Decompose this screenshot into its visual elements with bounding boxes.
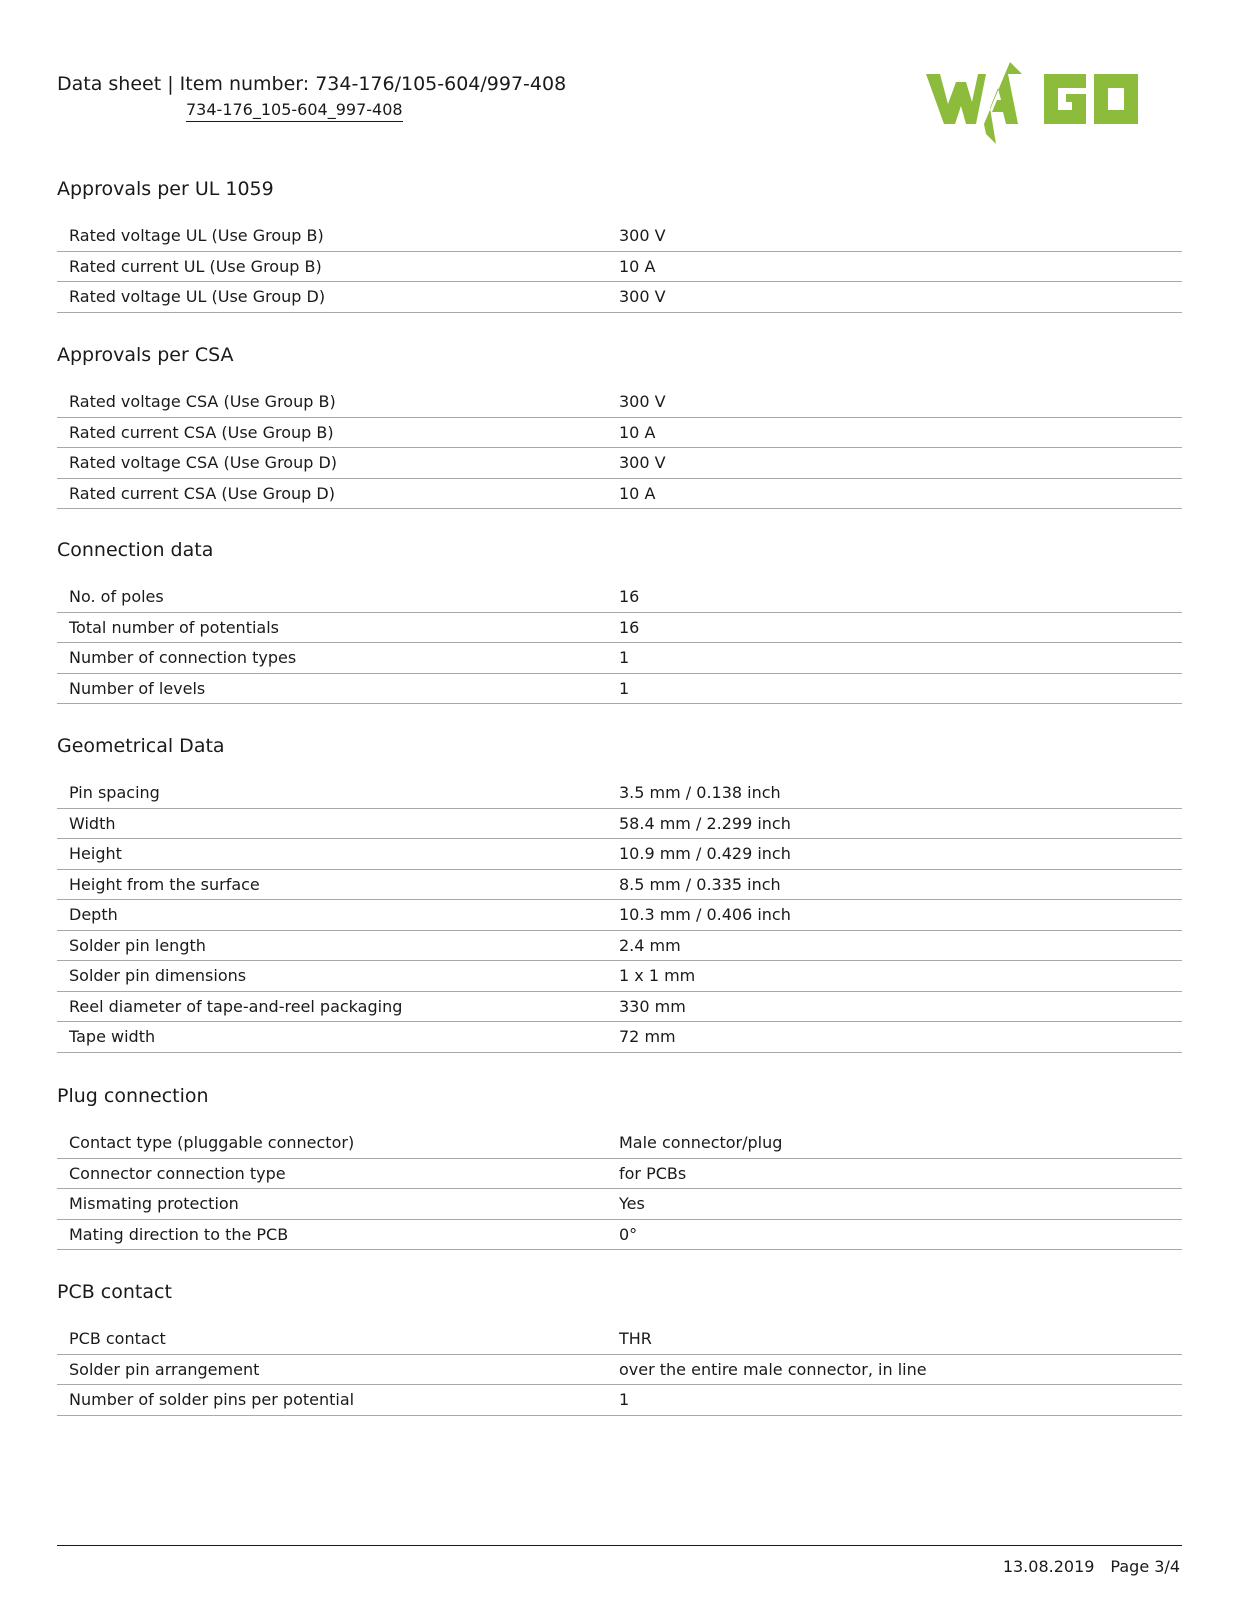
row-value: 2.4 mm bbox=[619, 935, 681, 955]
row-value: Male connector/plug bbox=[619, 1133, 783, 1153]
row-value: 1 bbox=[619, 648, 630, 668]
row-value: 300 V bbox=[619, 287, 666, 307]
row-label: PCB contact bbox=[69, 1329, 166, 1349]
table-row bbox=[57, 992, 1182, 1023]
row-value: 3.5 mm / 0.138 inch bbox=[619, 783, 781, 803]
table-row bbox=[57, 1128, 1182, 1159]
row-value: 8.5 mm / 0.335 inch bbox=[619, 874, 781, 894]
row-value: 330 mm bbox=[619, 996, 686, 1016]
row-value: 10 A bbox=[619, 422, 656, 442]
row-value: 10 A bbox=[619, 256, 656, 276]
table-row bbox=[57, 870, 1182, 901]
row-label: Number of connection types bbox=[69, 648, 297, 668]
table-row bbox=[57, 643, 1182, 674]
row-label: Reel diameter of tape-and-reel packaging bbox=[69, 996, 403, 1016]
row-label: Contact type (pluggable connector) bbox=[69, 1133, 355, 1153]
row-label: Solder pin length bbox=[69, 935, 206, 955]
table-row bbox=[57, 282, 1182, 313]
table-row bbox=[57, 448, 1182, 479]
row-value: 10.9 mm / 0.429 inch bbox=[619, 844, 791, 864]
section-ul-approvals bbox=[57, 177, 1182, 313]
wago-logo bbox=[926, 58, 1180, 144]
row-label: Number of solder pins per potential bbox=[69, 1390, 355, 1410]
row-value: 0° bbox=[619, 1224, 638, 1244]
section-title: Connection data bbox=[57, 539, 214, 561]
row-label: Rated voltage CSA (Use Group D) bbox=[69, 453, 338, 473]
section-geometrical-data bbox=[57, 734, 1182, 1053]
page-number: Page 3/4 bbox=[1110, 1557, 1180, 1576]
row-value: 300 V bbox=[619, 453, 666, 473]
row-label: Width bbox=[69, 813, 116, 833]
row-value: 16 bbox=[619, 617, 640, 637]
row-value: 58.4 mm / 2.299 inch bbox=[619, 813, 791, 833]
row-label: Tape width bbox=[69, 1027, 156, 1047]
table-row bbox=[57, 839, 1182, 870]
section-csa-approvals bbox=[57, 343, 1182, 509]
table-row bbox=[57, 1385, 1182, 1416]
table-row bbox=[57, 961, 1182, 992]
table-row bbox=[57, 387, 1182, 418]
row-label: Depth bbox=[69, 905, 118, 925]
section-title: PCB contact bbox=[57, 1281, 172, 1303]
section-title: Geometrical Data bbox=[57, 735, 225, 757]
document-header bbox=[57, 72, 567, 119]
row-value: 10 A bbox=[619, 483, 656, 503]
footer-divider bbox=[57, 1545, 1182, 1546]
row-label: Rated current CSA (Use Group D) bbox=[69, 483, 335, 503]
row-label: Mismating protection bbox=[69, 1194, 239, 1214]
table-row bbox=[57, 809, 1182, 840]
row-value: 16 bbox=[619, 587, 640, 607]
row-label: Solder pin arrangement bbox=[69, 1359, 260, 1379]
table-row bbox=[57, 221, 1182, 252]
row-value: Yes bbox=[619, 1194, 645, 1214]
table-row bbox=[57, 674, 1182, 705]
row-label: Rated current UL (Use Group B) bbox=[69, 256, 322, 276]
row-value: 1 x 1 mm bbox=[619, 966, 696, 986]
row-label: Rated voltage CSA (Use Group B) bbox=[69, 392, 336, 412]
table-row bbox=[57, 1022, 1182, 1053]
row-value: 10.3 mm / 0.406 inch bbox=[619, 905, 791, 925]
row-label: Height from the surface bbox=[69, 874, 260, 894]
table-row bbox=[57, 613, 1182, 644]
row-value: 72 mm bbox=[619, 1027, 676, 1047]
row-value: over the entire male connector, in line bbox=[619, 1359, 927, 1379]
table-row bbox=[57, 1159, 1182, 1190]
table-row bbox=[57, 1189, 1182, 1220]
row-value: for PCBs bbox=[619, 1163, 687, 1183]
section-title: Plug connection bbox=[57, 1085, 209, 1107]
document-title: Data sheet | Item number: 734-176/105-604/997-408 bbox=[57, 73, 567, 95]
table-row bbox=[57, 479, 1182, 510]
table-row bbox=[57, 252, 1182, 283]
row-value: THR bbox=[619, 1329, 652, 1349]
row-label: Height bbox=[69, 844, 122, 864]
table-row bbox=[57, 1355, 1182, 1386]
row-value: 1 bbox=[619, 678, 630, 698]
section-title: Approvals per UL 1059 bbox=[57, 178, 274, 200]
row-value: 300 V bbox=[619, 392, 666, 412]
row-label: Pin spacing bbox=[69, 783, 160, 803]
row-label: Solder pin dimensions bbox=[69, 966, 247, 986]
item-number-link[interactable]: 734-176_105-604_997-408 bbox=[186, 100, 403, 122]
row-label: Rated voltage UL (Use Group B) bbox=[69, 226, 324, 246]
section-pcb-contact bbox=[57, 1280, 1182, 1416]
table-row bbox=[57, 1220, 1182, 1251]
section-plug-connection bbox=[57, 1084, 1182, 1250]
row-value: 1 bbox=[619, 1390, 630, 1410]
row-label: Rated current CSA (Use Group B) bbox=[69, 422, 334, 442]
table-row bbox=[57, 582, 1182, 613]
section-connection-data bbox=[57, 538, 1182, 704]
row-label: Total number of potentials bbox=[69, 617, 279, 637]
row-label: Mating direction to the PCB bbox=[69, 1224, 289, 1244]
table-row bbox=[57, 1324, 1182, 1355]
table-row bbox=[57, 778, 1182, 809]
row-value: 300 V bbox=[619, 226, 666, 246]
row-label: Number of levels bbox=[69, 678, 206, 698]
table-row bbox=[57, 931, 1182, 962]
table-row bbox=[57, 900, 1182, 931]
table-row bbox=[57, 418, 1182, 449]
section-title: Approvals per CSA bbox=[57, 344, 234, 366]
row-label: Rated voltage UL (Use Group D) bbox=[69, 287, 326, 307]
page-footer bbox=[1003, 1557, 1180, 1576]
row-label: Connector connection type bbox=[69, 1163, 286, 1183]
footer-date: 13.08.2019 bbox=[1002, 1557, 1095, 1576]
row-label: No. of poles bbox=[69, 587, 164, 607]
